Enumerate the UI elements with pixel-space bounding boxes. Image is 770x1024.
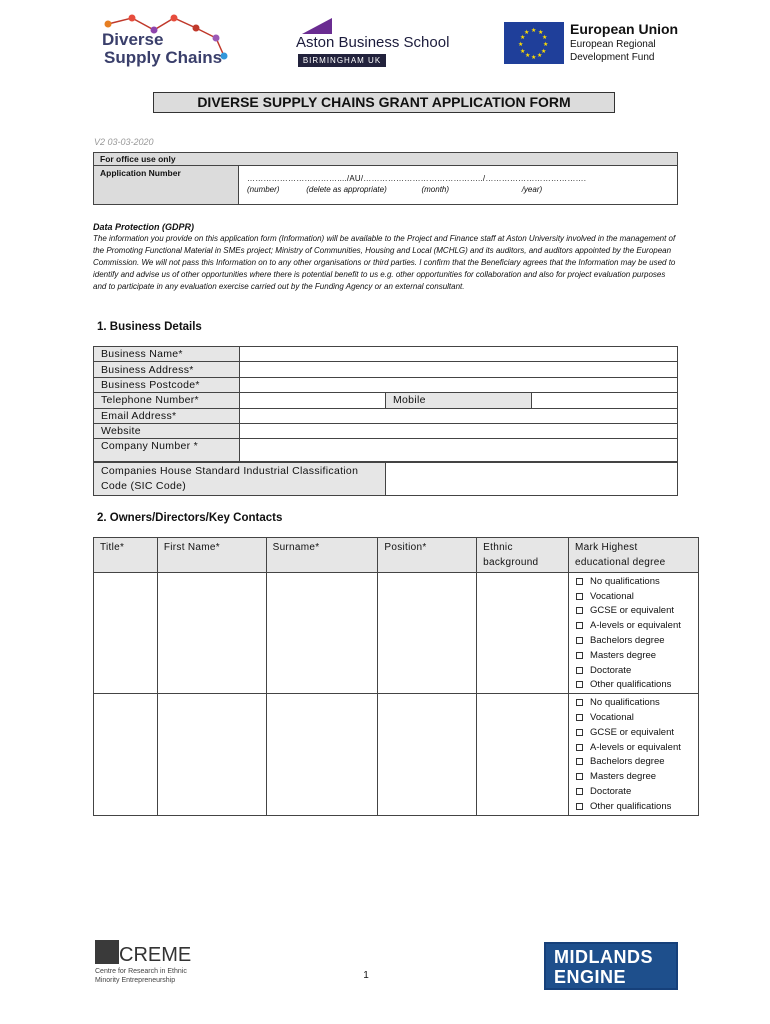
eu-logo-line1: European Union xyxy=(570,21,679,37)
qualification-label: Vocational xyxy=(590,590,634,602)
qualification-label: Doctorate xyxy=(590,664,632,676)
me-logo-line2: ENGINE xyxy=(554,967,627,987)
svg-text:★: ★ xyxy=(524,29,530,36)
qualification-label: No qualifications xyxy=(590,575,660,587)
telephone-input[interactable] xyxy=(240,393,386,408)
business-details-table xyxy=(93,346,678,462)
col-ethnic: Ethnic background xyxy=(477,538,569,573)
checkbox[interactable] xyxy=(576,578,583,585)
qualification-label: A-levels or equivalent xyxy=(590,741,681,753)
owner1-position-input[interactable] xyxy=(378,573,477,694)
owner1-surname-input[interactable] xyxy=(266,573,378,694)
application-number-pattern: ……………………………..../AU/……………………………………../………………………………. xyxy=(247,174,587,183)
col-degree: Mark Highest educational degree xyxy=(569,538,699,573)
dsc-logo-line1: Diverse xyxy=(102,30,164,49)
checkbox[interactable] xyxy=(576,788,583,795)
qualification-label: Bachelors degree xyxy=(590,756,665,768)
office-use-box xyxy=(93,152,678,205)
mobile-input[interactable] xyxy=(532,393,678,408)
creme-block-icon xyxy=(95,940,119,964)
svg-text:★: ★ xyxy=(531,27,537,34)
application-number-field[interactable] xyxy=(239,166,677,204)
company-number-input[interactable] xyxy=(240,439,678,462)
svg-text:★: ★ xyxy=(531,54,537,61)
website-input[interactable] xyxy=(240,423,678,438)
qualification-label: No qualifications xyxy=(590,697,660,709)
owner1-first-name-input[interactable] xyxy=(157,573,266,694)
col-position: Position* xyxy=(378,538,477,573)
sub-month: (month) xyxy=(421,185,450,194)
checkbox[interactable] xyxy=(576,652,583,659)
mobile-label: Mobile xyxy=(386,393,532,408)
owner2-surname-input[interactable] xyxy=(266,694,378,815)
qualification-label: Other qualifications xyxy=(590,679,672,691)
qualification-label: Bachelors degree xyxy=(590,635,665,647)
checkbox[interactable] xyxy=(576,758,583,765)
gdpr-notice xyxy=(93,221,678,293)
gdpr-heading: Data Protection (GDPR) xyxy=(93,222,195,232)
qualification-label: Masters degree xyxy=(590,771,657,783)
qualification-label: Other qualifications xyxy=(590,800,672,812)
website-label: Website xyxy=(94,423,240,438)
qualification-label: GCSE or equivalent xyxy=(590,726,675,738)
qualification-label: A-levels or equivalent xyxy=(590,620,681,632)
aston-logo-name: Aston Business School xyxy=(296,34,450,51)
form-title: DIVERSE SUPPLY CHAINS GRANT APPLICATION FORM xyxy=(153,92,615,113)
eu-logo-line2: European Regional xyxy=(570,39,656,50)
application-number-label: Application Number xyxy=(94,166,239,204)
svg-text:★: ★ xyxy=(541,48,547,55)
owner1-qualifications xyxy=(569,573,699,694)
col-title: Title* xyxy=(94,538,158,573)
office-use-header: For office use only xyxy=(94,153,677,166)
svg-text:★: ★ xyxy=(518,41,524,48)
checkbox[interactable] xyxy=(576,607,583,614)
owner2-first-name-input[interactable] xyxy=(157,694,266,815)
dsc-logo-line2: Supply Chains xyxy=(104,48,223,67)
table-row xyxy=(94,694,699,815)
svg-text:★: ★ xyxy=(525,52,531,59)
svg-text:★: ★ xyxy=(542,34,548,41)
midlands-engine-logo xyxy=(544,942,678,990)
eu-flag-icon xyxy=(504,22,564,64)
aston-triangle-icon xyxy=(302,18,332,34)
checkbox[interactable] xyxy=(576,681,583,688)
qualification-label: Vocational xyxy=(590,712,634,724)
owners-table xyxy=(93,537,699,816)
sub-year: /year) xyxy=(521,185,543,194)
col-surname: Surname* xyxy=(266,538,378,573)
telephone-label: Telephone Number* xyxy=(94,393,240,408)
aston-business-school-logo xyxy=(296,18,456,70)
checkbox[interactable] xyxy=(576,667,583,674)
owner2-position-input[interactable] xyxy=(378,694,477,815)
sic-code-input[interactable] xyxy=(386,463,678,496)
creme-logo-name: CREME xyxy=(119,944,192,966)
checkbox[interactable] xyxy=(576,729,583,736)
svg-text:★: ★ xyxy=(537,52,543,59)
qualification-label: GCSE or equivalent xyxy=(590,605,675,617)
eu-logo-line3: Development Fund xyxy=(570,52,655,63)
checkbox[interactable] xyxy=(576,637,583,644)
svg-text:★: ★ xyxy=(520,34,526,41)
gdpr-body: The information you provide on this application form (Information) will be available to the Project and Finance staff at Aston University involved in the management of the Promoting Functional Material in SMEs project; Ministry of Communities, Housing and Local (MCHLG) and its auditors, and auditors appointed by the European Commission. We will not pass this Information on to any other organisations or third parties. I confirm that the Beneficiary agrees that the Information may be used to identify and advise us of other opportunities where there is potential benefit to us e.g. other opportunities for collaboration and also for project evaluation purposes and to participate in any evaluation exercise carried out by the Funding Agency or an external consultant. xyxy=(93,234,676,291)
sic-code-table xyxy=(93,462,678,496)
owner2-qualifications xyxy=(569,694,699,815)
owner1-ethnic-input[interactable] xyxy=(477,573,569,694)
business-address-input[interactable] xyxy=(240,362,678,377)
email-label: Email Address* xyxy=(94,408,240,423)
business-postcode-label: Business Postcode* xyxy=(94,377,240,392)
business-name-label: Business Name* xyxy=(94,347,240,362)
qualification-label: Doctorate xyxy=(590,786,632,798)
creme-desc-line1: Centre for Research in Ethnic xyxy=(95,968,187,975)
owner2-title-input[interactable] xyxy=(94,694,158,815)
email-input[interactable] xyxy=(240,408,678,423)
col-first-name: First Name* xyxy=(157,538,266,573)
checkbox[interactable] xyxy=(576,744,583,751)
svg-text:★: ★ xyxy=(538,29,544,36)
business-address-label: Business Address* xyxy=(94,362,240,377)
sub-delete: (delete as appropriate) xyxy=(306,185,387,194)
page-number: 1 xyxy=(363,970,369,981)
me-logo-line1: MIDLANDS xyxy=(554,947,653,967)
business-postcode-input[interactable] xyxy=(240,377,678,392)
aston-logo-sub: BIRMINGHAM UK xyxy=(298,54,386,67)
diverse-supply-chains-logo xyxy=(98,10,238,72)
qualification-label: Masters degree xyxy=(590,649,657,661)
svg-text:★: ★ xyxy=(520,48,526,55)
sub-number: (number) xyxy=(247,185,280,194)
sic-code-label: Companies House Standard Industrial Classification Code (SIC Code) xyxy=(94,463,386,496)
checkbox[interactable] xyxy=(576,803,583,810)
section2-title: 2. Owners/Directors/Key Contacts xyxy=(97,512,283,524)
company-number-label: Company Number * xyxy=(94,439,240,462)
checkbox[interactable] xyxy=(576,714,583,721)
table-row xyxy=(94,573,699,694)
owner2-ethnic-input[interactable] xyxy=(477,694,569,815)
creme-logo xyxy=(95,940,205,990)
creme-desc-line2: Minority Entrepreneurship xyxy=(95,977,176,984)
business-name-input[interactable] xyxy=(240,347,678,362)
eu-logo xyxy=(504,20,694,66)
checkbox[interactable] xyxy=(576,622,583,629)
section1-title: 1. Business Details xyxy=(97,321,202,333)
checkbox[interactable] xyxy=(576,699,583,706)
svg-text:★: ★ xyxy=(543,41,549,48)
version-label: V2 03-03-2020 xyxy=(94,137,154,147)
owner1-title-input[interactable] xyxy=(94,573,158,694)
checkbox[interactable] xyxy=(576,773,583,780)
checkbox[interactable] xyxy=(576,593,583,600)
